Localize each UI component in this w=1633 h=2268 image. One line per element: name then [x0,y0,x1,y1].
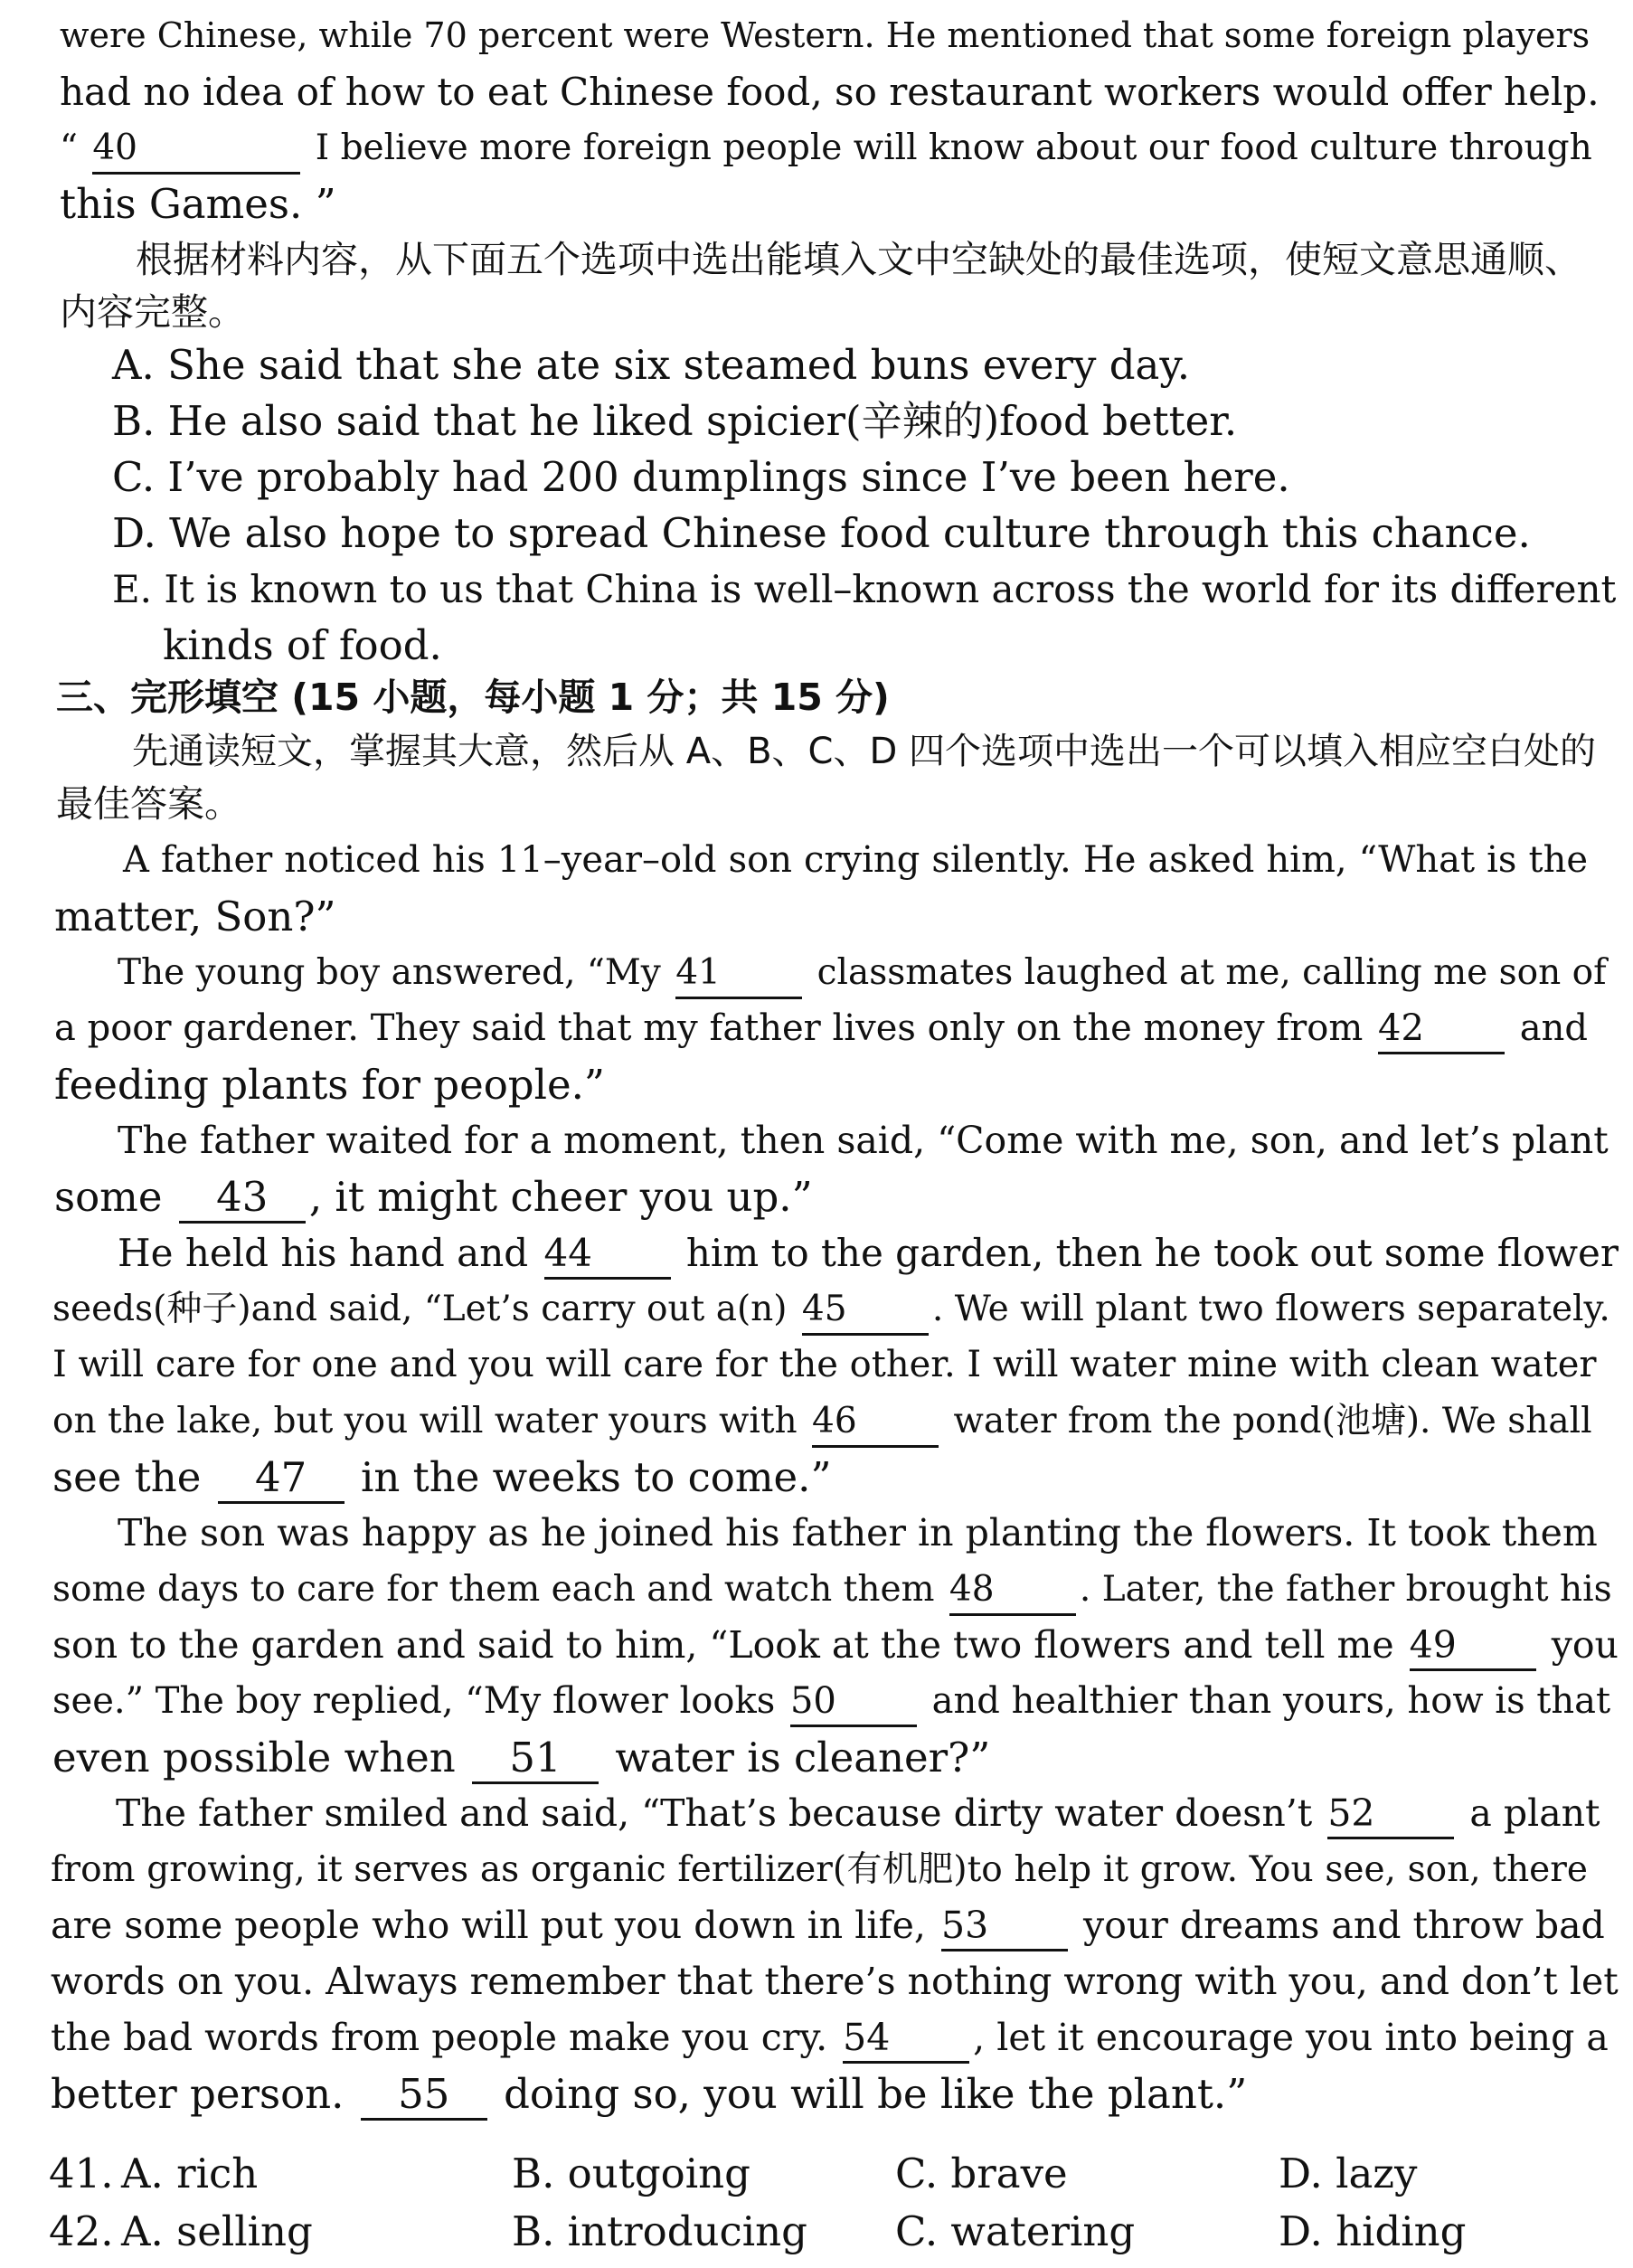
blank-44: 44 [544,1230,671,1280]
choice-a[interactable]: A. selling [121,2207,313,2255]
passage-line [51,1897,1605,1954]
paragraph-line: had no idea of how to eat Chinese food, so restaurant workers would offer help. [60,70,1600,114]
choice-c[interactable]: C. watering [895,2207,1136,2255]
instruction-line: 先通读短文，掌握其大意，然后从 A、B、C、D 四个选项中选出一个可以填入相应空白处的 [132,731,1596,772]
passage-line [118,1224,1619,1281]
passage-text: and healthier than yours, how is that [931,1680,1611,1722]
option-e: E. It is known to us that China is well–known across the world for its different [112,567,1617,611]
instruction-line: 根据材料内容，从下面五个选项中选出能填入文中空缺处的最佳选项，使短文意思通顺、 [136,238,1581,281]
passage-text: your dreams and throw bad [1083,1904,1605,1947]
passage-text: The young boy answered, “My [118,952,661,993]
passage-text: doing so, you will be like the plant.” [504,2070,1248,2118]
paragraph-line: this Games. ” [60,180,336,228]
blank-53: 53 [941,1902,1068,1951]
option-e-continued: kinds of food. [163,621,442,669]
passage-line [52,1561,1612,1618]
choice-d[interactable]: D. hiding [1279,2207,1467,2255]
paragraph-text: I believe more foreign people will know about our food culture through [315,128,1592,168]
passage-line [54,1168,813,1225]
choice-b[interactable]: B. introducing [512,2207,807,2255]
passage-text: water from the pond(池塘). We shall [953,1401,1592,1441]
passage-line: The son was happy as he joined his father in planting the flowers. It took them [118,1511,1598,1555]
paragraph-line: were Chinese, while 70 percent were Western. He mentioned that some foreign players [60,15,1591,55]
passage-text: and [1519,1007,1589,1049]
passage-line [52,1729,990,1786]
blank-48: 48 [949,1566,1076,1616]
passage-text: better person. [51,2070,345,2118]
blank-50: 50 [790,1677,917,1727]
passage-text: The father smiled and said, “That’s because dirty water doesn’t [116,1791,1313,1835]
passage-line: feeding plants for people.” [54,1061,605,1109]
passage-text: even possible when [52,1734,456,1781]
passage-text: a poor gardener. They said that my father lives only on the money from [54,1007,1364,1049]
passage-line: words on you. Always remember that there’s nothing wrong with you, and don’t let [51,1960,1619,2003]
option-a: A. She said that she ate six steamed buns every day. [112,341,1191,389]
passage-line [116,1785,1600,1842]
choice-a[interactable]: A. rich [121,2150,259,2197]
passage-text: see.” The boy replied, “My flower looks [52,1680,776,1722]
paragraph-line [60,119,1592,176]
passage-text: , let it encourage you into being a [973,2016,1609,2059]
passage-text: seeds(种子)and said, “Let’s carry out a(n) [52,1289,788,1329]
passage-line: A father noticed his 11–year–old son crying silently. He asked him, “What is the [123,839,1588,881]
blank-54: 54 [843,2014,969,2064]
passage-line [54,1000,1588,1057]
passage-text: water is cleaner?” [615,1734,991,1781]
passage-text: He held his hand and [118,1231,529,1275]
passage-line [52,1617,1619,1674]
choice-b[interactable]: B. outgoing [512,2150,750,2197]
passage-text: a plant [1469,1791,1600,1835]
blank-49: 49 [1410,1621,1536,1671]
passage-line [52,1280,1610,1337]
passage-line [52,1393,1592,1450]
passage-text: you [1551,1623,1619,1667]
passage-line [118,944,1607,1001]
passage-line [52,1673,1611,1730]
passage-text: , it might cheer you up.” [308,1173,813,1221]
passage-text: in the weeks to come.” [360,1453,832,1501]
option-c: C. I’ve probably had 200 dumplings since I’ve been here. [112,453,1290,501]
passage-text: some [54,1173,163,1221]
blank-45: 45 [802,1286,929,1336]
passage-text: on the lake, but you will water yours with [52,1401,798,1441]
section-title: 三、完形填空 (15 小题，每小题 1 分；共 15 分) [56,676,890,719]
passage-text: some days to care for them each and watch them [52,1569,935,1610]
passage-line: I will care for one and you will care for the other. I will water mine with clean water [52,1344,1597,1385]
blank-52: 52 [1327,1790,1454,1839]
open-quote: “ [60,128,78,168]
instruction-line: 最佳答案。 [56,782,241,826]
passage-text: him to the garden, then he took out some flower [685,1231,1619,1275]
choice-c[interactable]: C. brave [895,2150,1068,2197]
passage-text: see the [52,1453,202,1501]
passage-line: The father waited for a moment, then said, “Come with me, son, and let’s plant [118,1119,1609,1162]
instruction-line: 内容完整。 [60,290,245,334]
blank-46: 46 [812,1398,939,1448]
passage-text: are some people who will put you down in life, [51,1904,926,1947]
blank-40: 40 [92,125,300,175]
passage-line [51,2065,1247,2122]
passage-text: classmates laughed at me, calling me son of [816,952,1607,993]
choice-d[interactable]: D. lazy [1279,2150,1418,2197]
passage-text: the bad words from people make you cry. [51,2016,828,2059]
passage-text: son to the garden and said to him, “Look at the two flowers and tell me [52,1623,1394,1667]
passage-text: . We will plant two flowers separately. [931,1289,1610,1329]
option-b: B. He also said that he liked spicier(辛辣的)food better. [112,397,1238,445]
passage-text: . Later, the father brought his [1079,1569,1612,1610]
blank-42: 42 [1378,1005,1505,1054]
passage-line [52,1449,832,1506]
passage-line: from growing, it serves as organic fertilizer(有机肥)to help it grow. You see, son, there [51,1849,1588,1890]
blank-43: 43 [179,1174,306,1224]
passage-line [51,2009,1609,2066]
question-number: 41. [49,2150,114,2197]
blank-55: 55 [361,2071,487,2121]
blank-47: 47 [218,1454,345,1504]
option-d: D. We also hope to spread Chinese food culture through this chance. [112,509,1531,557]
passage-line: matter, Son?” [54,893,336,940]
blank-51: 51 [472,1734,599,1784]
question-number: 42. [49,2207,114,2255]
blank-41: 41 [675,950,802,999]
